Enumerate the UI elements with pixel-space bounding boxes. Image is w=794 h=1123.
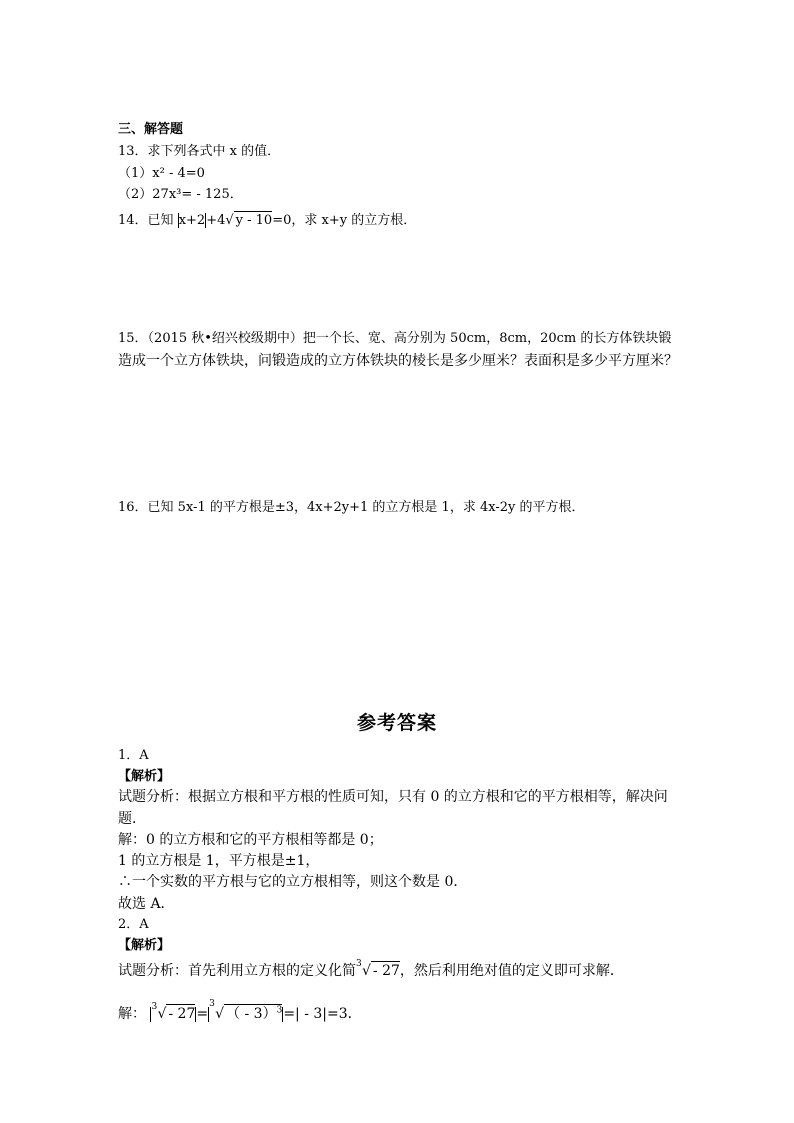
radical-sign-icon-2: √ bbox=[157, 1006, 167, 1022]
answer-1-tag: 【解析】 bbox=[118, 769, 171, 784]
answer-1-solution-line-3: ∴一个实数的平方根与它的立方根相等，则这个数是 0． bbox=[118, 874, 468, 890]
answer-2-tag: 【解析】 bbox=[118, 938, 171, 953]
cube-root-index-3: 3 bbox=[209, 999, 215, 1009]
question-14-suffix: =0，求 x+y 的立方根． bbox=[272, 213, 417, 228]
question-15-line-1: 15．（2015 秋•绍兴校级期中）把一个长、宽、高分别为 50cm，8cm，20cm 的长方体铁块锻 bbox=[118, 331, 672, 346]
question-16: 16．已知 5x-1 的平方根是±3，4x+2y+1 的立方根是 1，求 4x-2y 的平方根． bbox=[118, 500, 585, 515]
answer-2-solution bbox=[118, 999, 362, 1023]
sqrt-sign-icon: √ bbox=[225, 213, 234, 228]
answer-1-analysis-line-1: 试题分析：根据立方根和平方根的性质可知，只有 0 的立方根和它的平方根相等，解决问 bbox=[118, 789, 668, 805]
question-14 bbox=[118, 209, 416, 228]
cube-root-index-2: 3 bbox=[151, 1002, 158, 1012]
question-14-abs-inner: x+2 bbox=[178, 213, 206, 228]
cube-root-expression-3 bbox=[209, 999, 283, 1023]
answer-1-solution-line-4: 故选 A． bbox=[118, 896, 175, 912]
answer-1-solution-line-2: 1 的立方根是 1，平方根是±1， bbox=[118, 853, 320, 869]
answer-2-analysis-prefix: 试题分析：首先利用立方根的定义化简 bbox=[118, 963, 356, 979]
answer-2-solution-mid: = bbox=[196, 1006, 209, 1022]
answer-1-number: 1．A bbox=[118, 748, 149, 763]
power-base: （ - 3） bbox=[226, 1006, 277, 1022]
cube-root-radicand-3 bbox=[224, 1004, 282, 1022]
answer-1-solution-line-1: 解：0 的立方根和它的平方根相等都是 0； bbox=[118, 832, 383, 848]
answer-2-solution-end: =| - 3|=3． bbox=[283, 1006, 362, 1022]
answer-2-number: 2．A bbox=[118, 917, 149, 932]
power-exponent: 3 bbox=[276, 1005, 283, 1016]
question-13-part-2: （2）27x³= - 125． bbox=[118, 187, 243, 202]
answer-2-analysis-suffix: ，然后利用绝对值的定义即可求解． bbox=[399, 963, 624, 979]
radical-sign-icon-3: √ bbox=[215, 1006, 225, 1022]
question-14-mid: +4 bbox=[206, 213, 226, 228]
answer-2-analysis bbox=[118, 960, 624, 980]
question-13-part-1: （1）x² - 4=0 bbox=[118, 166, 205, 181]
cube-root-radicand: - 27 bbox=[372, 963, 400, 979]
cube-root-expression bbox=[356, 959, 400, 979]
cube-root-index: 3 bbox=[356, 959, 362, 969]
cube-root-expression-2 bbox=[151, 1002, 196, 1022]
cube-root-radicand-2: - 27 bbox=[168, 1006, 196, 1022]
question-15-line-2: 造成一个立方体铁块，问锻造成的立方体铁块的棱长是多少厘米？表面积是多少平方厘米？ bbox=[118, 353, 678, 369]
question-14-prefix: 14．已知 bbox=[118, 213, 174, 228]
answer-2-solution-prefix: 解： bbox=[118, 1006, 146, 1022]
answer-1-analysis-line-2: 题． bbox=[118, 811, 146, 827]
answer-title: 参考答案 bbox=[356, 712, 437, 734]
section-heading: 三、解答题 bbox=[118, 122, 184, 137]
question-13-stem: 13．求下列各式中 x 的值． bbox=[118, 144, 281, 159]
question-14-radicand: y - 10 bbox=[235, 213, 273, 228]
radical-sign-icon: √ bbox=[362, 963, 371, 979]
